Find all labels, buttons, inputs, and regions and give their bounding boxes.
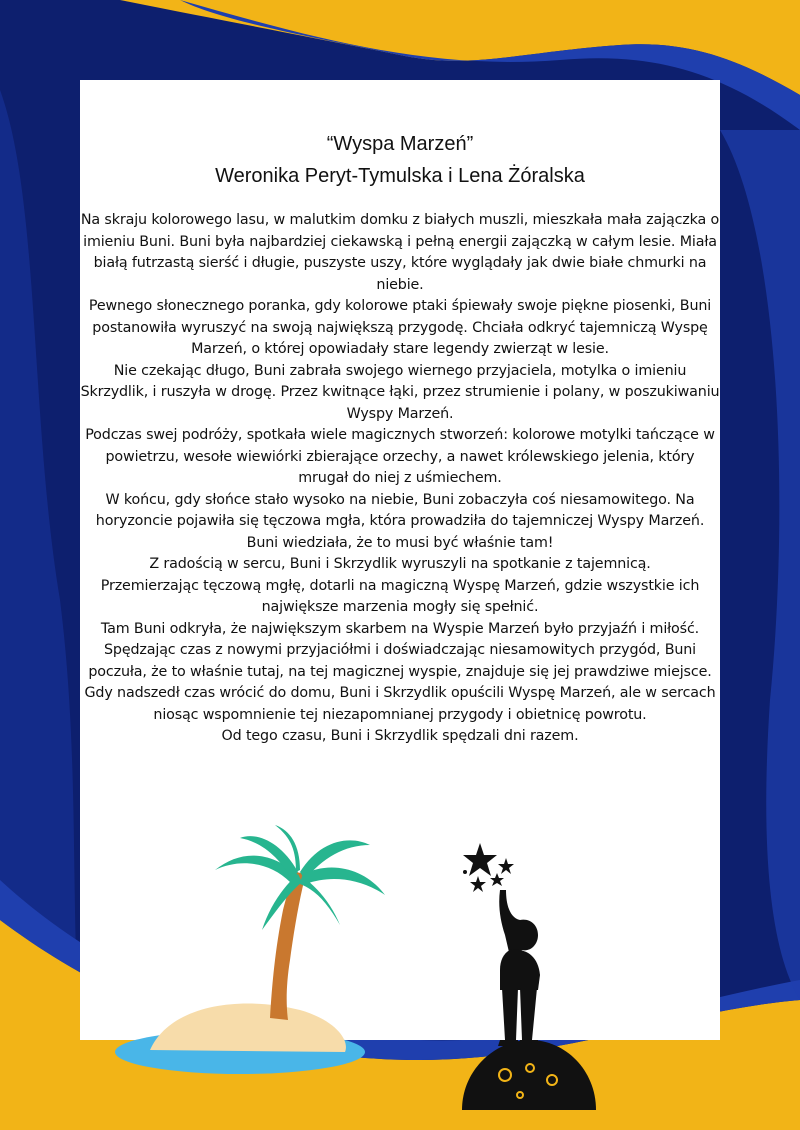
title-authors: Weronika Peryt-Tymulska i Lena Żóralska xyxy=(215,165,585,187)
story-paragraph: W końcu, gdy słońce stało wysoko na niebie, Buni zobaczyła coś niesamowitego. Na horyzoncie pojawiła się tęczowa mgła, która prowadziła do tajemniczej Wyspy Marzeń. Buni wiedziała, że to musi być właśnie tam! xyxy=(95,491,705,551)
story-paragraph: Od tego czasu, Buni i Skrzydlik spędzali dni razem. xyxy=(221,728,579,744)
child-torso xyxy=(500,950,540,990)
child-reaching-stars-illustration xyxy=(462,843,596,1110)
child-legs xyxy=(502,988,537,1040)
child-feet xyxy=(498,1040,538,1046)
story-paragraph: Gdy nadszedł czas wrócić do domu, Buni i Skrzydlik opuścili Wyspę Marzeń, ale w sercach niosąc wspomnienie tej niezapomnianej przygody i obietnicę powrotu. xyxy=(84,685,716,723)
story-paragraph: Podczas swej podróży, spotkała wiele magicznych stworzeń: kolorowe motylki tańczące w powietrzu, wesołe wiewiórki zbierające orzechy, a nawet królewskiego jelenia, który mrugał do niej z uśmiechem. xyxy=(85,427,715,486)
sand-mound xyxy=(150,1003,346,1052)
star-icon xyxy=(470,876,486,892)
palm-leaf xyxy=(300,876,340,925)
title-quoted: “Wyspa Marzeń” xyxy=(326,133,474,155)
star-icon xyxy=(498,858,514,874)
story-paragraph: Pewnego słonecznego poranka, gdy kolorowe ptaki śpiewały swoje piękne piosenki, Buni postanowiła wyruszyć na swoją największą przygodę. Chciała odkryć tajemniczą Wyspę Marzeń, o której opowiadały stare legendy zwierząt w lesie. xyxy=(88,298,712,357)
palm-island-illustration xyxy=(115,825,385,1074)
story-paragraph: Na skraju kolorowego lasu, w malutkim domku z białych muszli, mieszkała mała zajączka o imieniu Buni. Buni była najbardziej ciekawską i pełną energii zajączką w całym lesie. Miała białą futrzastą sierść i długie, puszyste uszy, które wyglądały jak dwie białe chmurki na niebie. xyxy=(80,212,720,293)
star-icon xyxy=(463,843,497,876)
story-paragraph: Nie czekając długo, Buni zabrała swojego wiernego przyjaciela, motylka o imieniu Skrzydlik, i ruszyła w drogę. Przez kwitnące łąki, przez strumienie i polany, w poszukiwaniu Wyspy Marzeń. xyxy=(80,362,720,422)
story-paragraph: Przemierzając tęczową mgłę, dotarli na magiczną Wyspę Marzeń, gdzie wszystkie ich największe marzenia mogły się spełnić. xyxy=(100,577,700,615)
story-paragraph: Z radością w sercu, Buni i Skrzydlik wyruszyli na spotkanie z tajemnicą. xyxy=(149,556,651,572)
moon-shape xyxy=(462,1040,596,1110)
star-icon xyxy=(490,873,504,886)
story-paragraph: Tam Buni odkryła, że największym skarbem na Wyspie Marzeń było przyjaźń i miłość. Spędzając czas z nowymi przyjaciółmi i doświadczając niesamowitych przygód, Buni poczuła, że to właśnie tutaj, na tej magicznej wyspie, znajduje się jej prawdziwe miejsce. xyxy=(88,620,712,680)
star-dot xyxy=(463,870,467,874)
